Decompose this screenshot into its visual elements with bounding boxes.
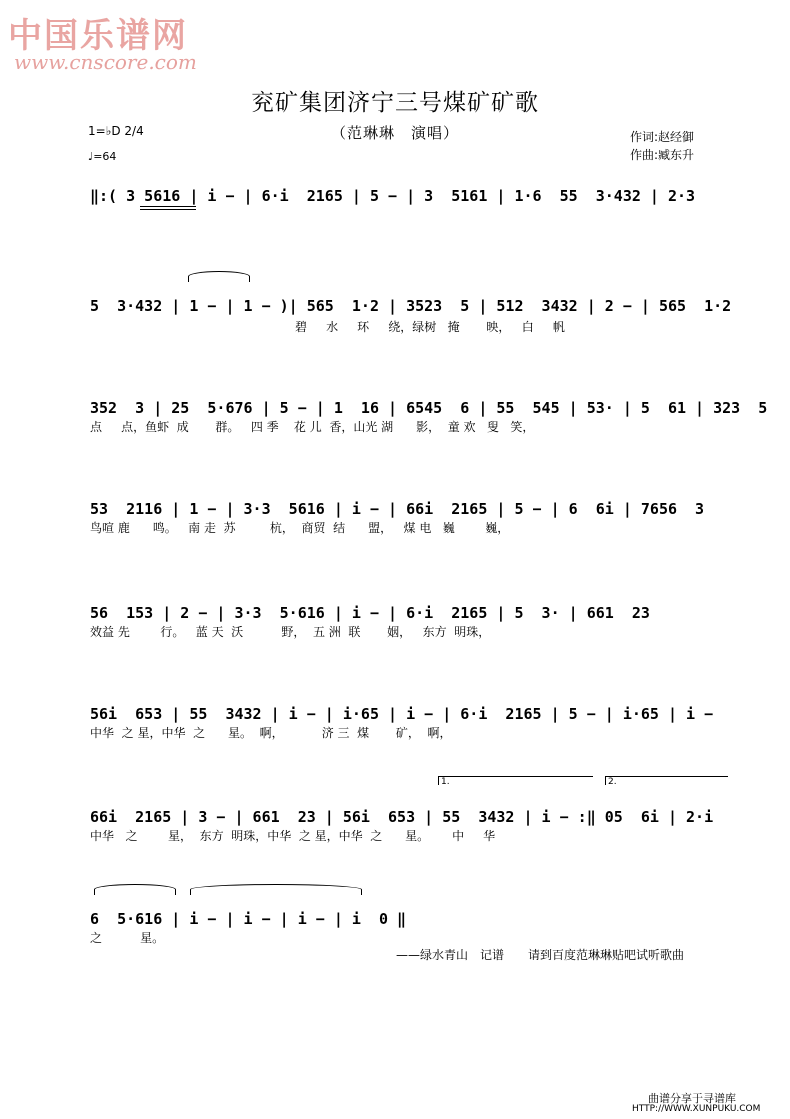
lyrics: 碧 水 环 绕，绿树 掩 映， 白 帆 [295, 320, 565, 334]
singer-credit: （范琳琳 演唱） [330, 124, 459, 142]
authors-credit [630, 128, 694, 164]
share-label: 曲谱分享于寻谱库 [648, 1092, 736, 1105]
underline-mark [140, 206, 196, 207]
volta-first: 1. [438, 776, 593, 785]
lyricist: 作词:赵经御 [630, 130, 695, 144]
volta-second: 2. [605, 776, 728, 785]
notation: ‖:( 3 5616 | i − | 6·i 2165 | 5 − | 3 5161 | 1·6 55 3·432 | 2·3 [90, 187, 696, 205]
notation: 5 3·432 | 1 − | 1 − )| 565 1·2 | 3523 5 | 512 3432 | 2 − | 565 1·2 [90, 297, 732, 315]
key-signature: 1=♭D 2/4 [88, 124, 144, 138]
site-url[interactable]: HTTP://WWW.XUNPUKU.COM [632, 1104, 761, 1114]
underline-mark [140, 209, 196, 210]
notation: 56i 653 | 55 3432 | i − | i·65 | i − | 6·i 2165 | 5 − | i·65 | i − [90, 705, 714, 723]
notation: 352 3 | 25 5·676 | 5 − | 1 16 | 6545 6 | 55 545 | 53· | 5 61 | 323 5 [90, 399, 768, 417]
score-line-4 [90, 488, 726, 535]
score-line-1 [90, 175, 726, 205]
tie-arc [94, 884, 176, 895]
lyrics: 点 点，鱼虾 成 群。 四 季 花 儿 香，山光 湖 影， 童 欢 叟 笑， [90, 420, 535, 434]
tie-arc [188, 271, 250, 282]
lyrics: 中华 之 星， 东方 明珠，中华 之 星，中华 之 星。 中 华 [90, 829, 496, 843]
lyrics: 之 星。 [90, 931, 165, 945]
score-line-5 [90, 592, 726, 639]
score-line-3 [90, 387, 768, 434]
tempo-marking: ♩=64 [88, 150, 117, 163]
notation: 66i 2165 | 3 − | 661 23 | 56i 653 | 55 3432 | i − :‖ 05 6i | 2·i [90, 808, 714, 826]
lyrics: 中华 之 星，中华 之 星。 啊， 济 三 煤 矿， 啊， [90, 726, 452, 740]
watermark-logo: 中国乐谱网 [8, 16, 188, 56]
tie-arc [190, 884, 362, 895]
song-title: 兖矿集团济宁三号煤矿矿歌 [251, 90, 539, 116]
composer: 作曲:臧东升 [630, 148, 695, 162]
score-line-8 [90, 898, 726, 945]
watermark-url: www.cnscore.com [14, 50, 197, 74]
transcriber-note: ——绿水青山 记谱 请到百度范琳琳贴吧试听歌曲 [396, 948, 685, 962]
score-line-7 [90, 777, 726, 843]
lyrics: 效益 先 行。 蓝 天 沃 野， 五 洲 联 姻， 东方 明珠， [90, 625, 491, 639]
score-line-6 [90, 693, 726, 740]
notation: 6 5·616 | i − | i − | i − | i 0 ‖ [90, 910, 407, 928]
notation: 53 2116 | 1 − | 3·3 5616 | i − | 66i 2165 | 5 − | 6 6i | 7656 3 [90, 500, 705, 518]
notation: 56 153 | 2 − | 3·3 5·616 | i − | 6·i 2165 | 5 3· | 661 23 [90, 604, 650, 622]
score-line-2 [90, 285, 732, 334]
lyrics: 鸟喧 鹿 鸣。 南 走 苏 杭， 商贸 结 盟， 煤 电 巍 巍， [90, 521, 510, 535]
